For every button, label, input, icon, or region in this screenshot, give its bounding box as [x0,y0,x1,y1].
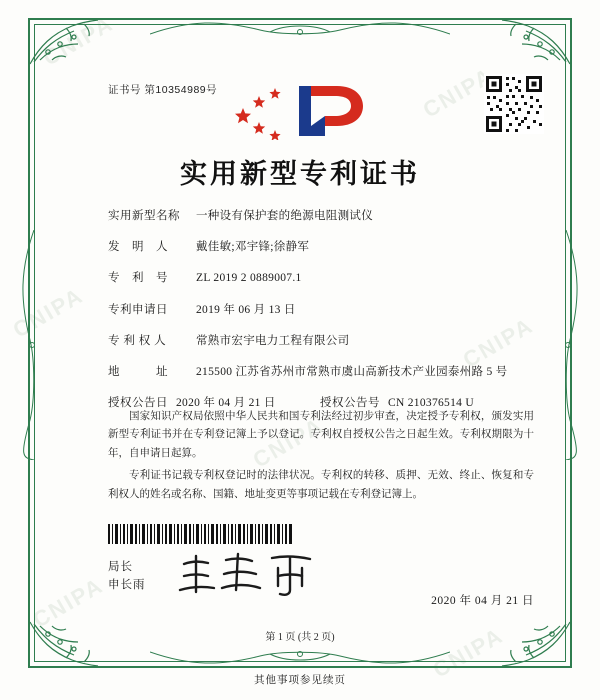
field-value: 一种设有保护套的绝源电阻测试仪 [196,210,373,222]
field-value: 常熟市宏宇电力工程有限公司 [196,334,350,347]
barcode-icon [108,524,293,544]
field-label: 地 址 [108,365,168,378]
handwritten-signature-icon [174,550,324,598]
certificate-content [56,40,544,646]
field-label: 专利申请日 [108,303,168,316]
director-title-label: 局长 [108,561,133,573]
watermark-text: CNIPA [8,282,88,343]
field-row-patent-number [108,270,538,287]
grant-number-label: 授权公告号 [320,397,380,410]
footer-note: 其他事项参见续页 [254,675,346,686]
field-row-application-date [108,302,538,319]
qr-code-icon [484,74,544,134]
cnipa-logo-icon [225,78,375,140]
signature-date: 2020 年 04 月 21 日 [431,595,534,607]
grant-number-value: CN 210376514 U [388,397,474,410]
page-title: 实用新型专利证书 [180,159,420,189]
watermark-text: CNIPA [28,572,108,633]
field-row-name [108,208,538,225]
director-name-label: 申长雨 [108,579,146,592]
field-label: 实用新型名称 [108,210,180,222]
field-row-inventor [108,239,538,256]
paragraph: 专利证书记载专利权登记时的法律状况。专利权的转移、质押、无效、终止、恢复和专利权人的姓名或名称、国籍、地址变更等事项记载在专利登记簿上。 [108,470,534,500]
grant-date-label: 授权公告日 [108,397,168,410]
watermark-text: CNIPA [248,412,328,473]
field-label: 专 利 权 人 [108,334,167,347]
field-label: 专 利 号 [108,272,168,285]
paragraph: 国家知识产权局依照中华人民共和国专利法经过初步审查，决定授予专利权，颁发实用新型专利证书并在专利登记簿上予以登记。专利权自授权公告之日起生效。专利权期限为十年，自申请日起算。 [108,411,534,459]
field-label: 发 明 人 [108,241,168,254]
field-row-address [108,364,538,381]
watermark-text: CNIPA [458,312,538,373]
certificate-number: 证书号 第10354989号 [108,84,218,96]
field-value: 215500 江苏省苏州市常熟市虞山高新技术产业园泰州路 5 号 [196,365,508,378]
grant-date-value: 2020 年 04 月 21 日 [176,397,276,410]
field-value: 2019 年 06 月 13 日 [196,303,296,316]
legal-text [108,408,534,508]
watermark-text: CNIPA [418,62,498,123]
page-indicator: 第 1 页 (共 2 页) [265,632,335,643]
field-value: ZL 2019 2 0889007.1 [196,272,302,285]
signature-block [108,558,146,595]
field-row-patentee [108,333,538,350]
watermark-text: CNIPA [38,10,118,71]
field-value: 戴佳敏;邓宇锋;徐静军 [196,241,310,254]
field-list [108,208,538,426]
watermark-text: CNIPA [428,622,508,683]
